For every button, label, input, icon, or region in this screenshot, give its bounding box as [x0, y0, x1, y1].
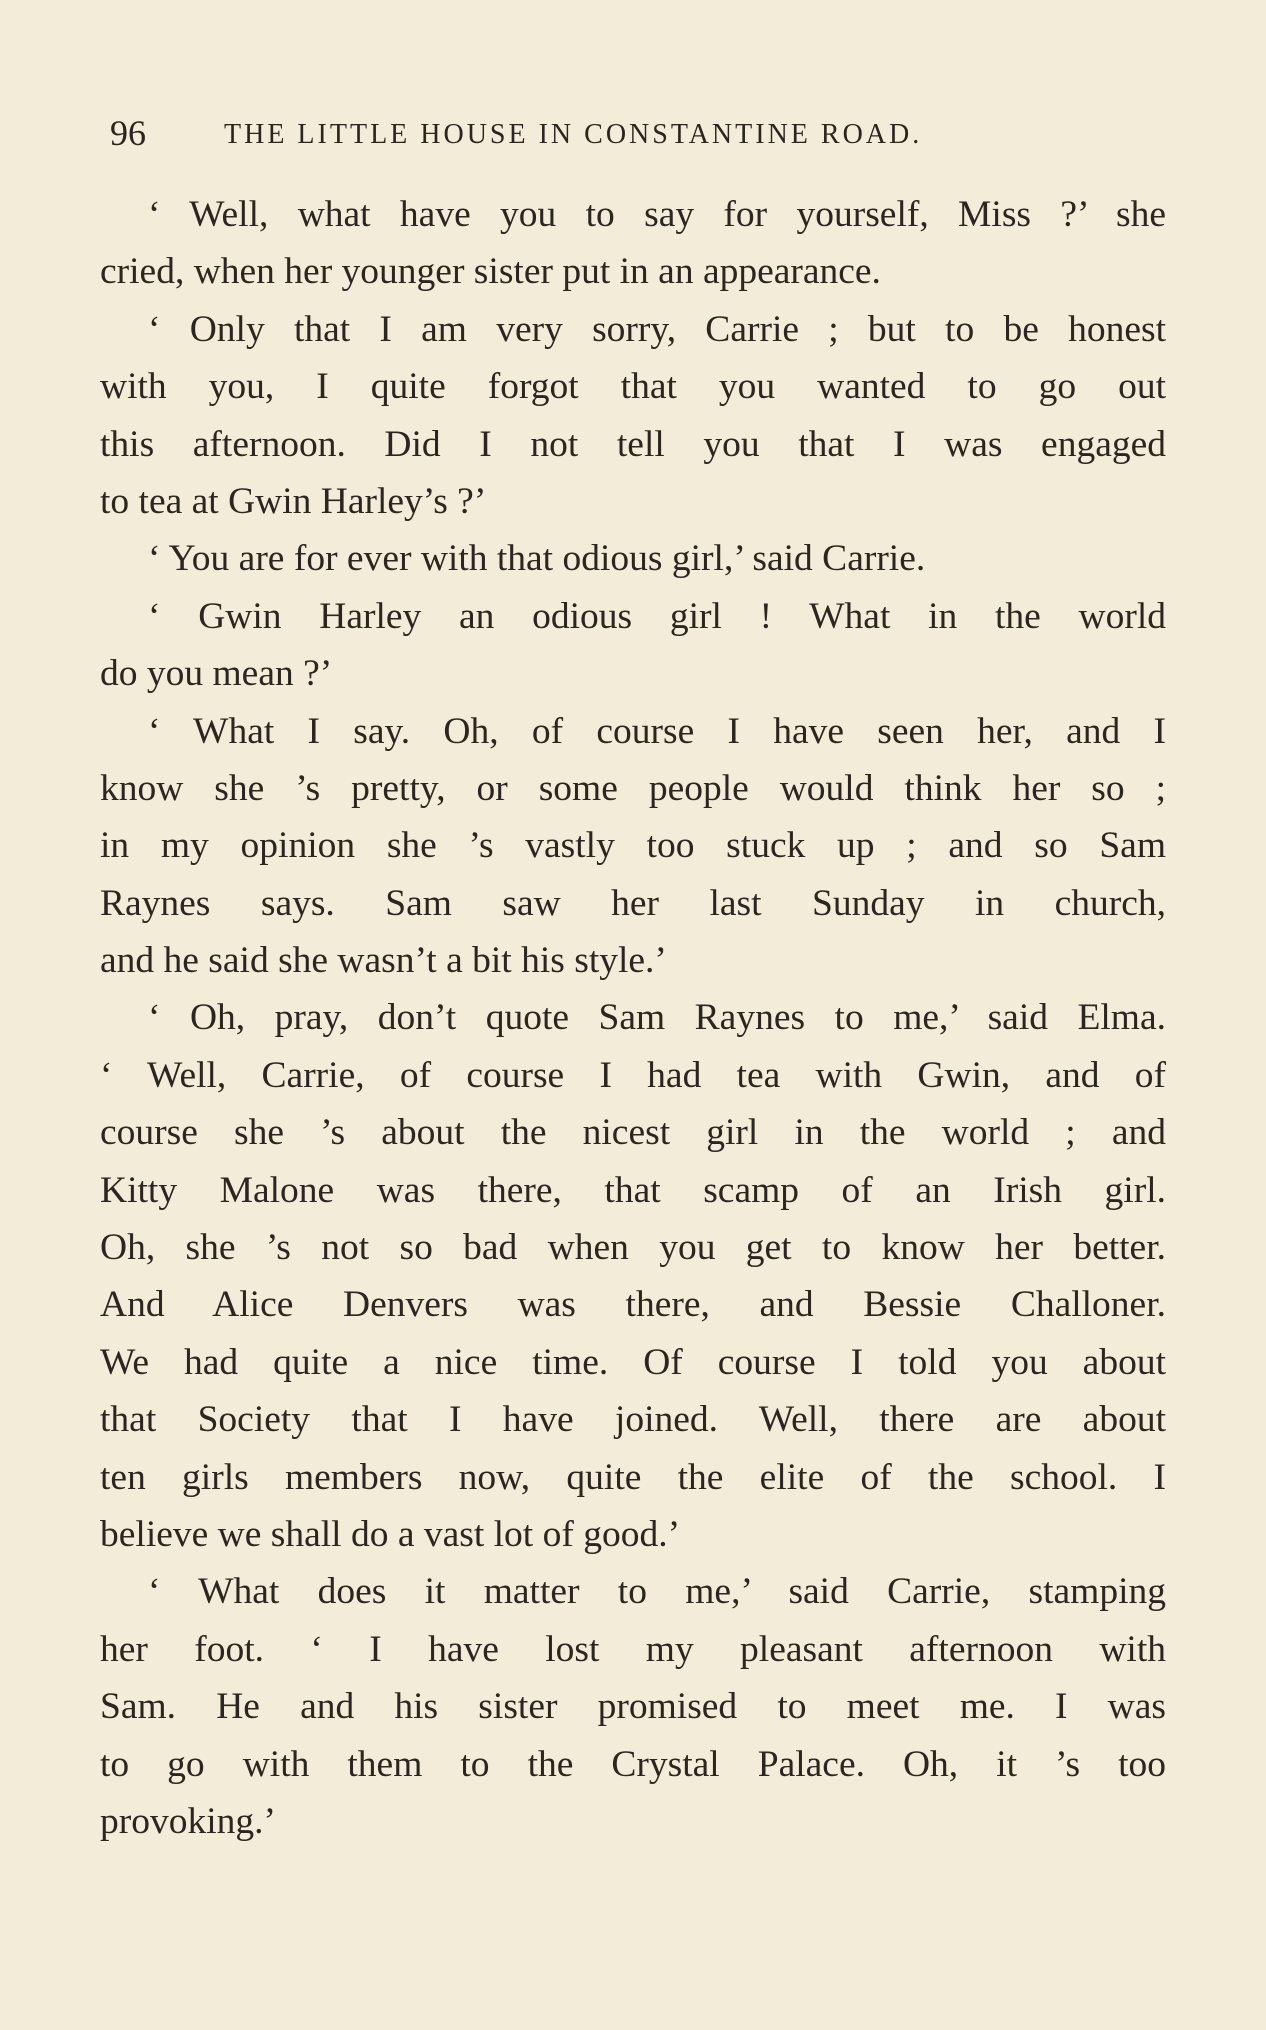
- page-number: 96: [110, 113, 146, 153]
- text-line: do you mean ?’: [100, 653, 333, 695]
- text-line: Raynes says. Sam saw her last Sunday in church,: [100, 882, 1166, 924]
- text-line: and he said she wasn’t a bit his style.’: [100, 940, 667, 982]
- text-line: ‘ What does it matter to me,’ said Carrie, stamping: [148, 1571, 1166, 1613]
- text-line: Kitty Malone was there, that scamp of an Irish girl.: [100, 1169, 1166, 1211]
- text-line: to go with them to the Crystal Palace. Oh, it ’s too: [100, 1743, 1166, 1785]
- text-line: Sam. He and his sister promised to meet me. I was: [100, 1686, 1166, 1728]
- running-title: THE LITTLE HOUSE IN CONSTANTINE ROAD.: [224, 119, 923, 150]
- text-line: believe we shall do a vast lot of good.’: [100, 1513, 681, 1555]
- text-line: cried, when her younger sister put in an appearance.: [100, 251, 881, 293]
- text-line: provoking.’: [100, 1800, 277, 1842]
- text-line: ‘ What I say. Oh, of course I have seen her, and I: [148, 710, 1166, 752]
- text-line: And Alice Denvers was there, and Bessie Challoner.: [100, 1284, 1166, 1326]
- text-line: ten girls members now, quite the elite of the school. I: [100, 1456, 1166, 1498]
- text-line: ‘ Well, what have you to say for yourself, Miss ?’ she: [148, 194, 1166, 235]
- page-header: [106, 108, 1166, 158]
- text-line: course she ’s about the nicest girl in the world ; and: [100, 1112, 1166, 1154]
- text-line: with you, I quite forgot that you wanted to go out: [100, 366, 1166, 408]
- text-line: in my opinion she ’s vastly too stuck up ; and so Sam: [100, 825, 1166, 867]
- body-text: [100, 186, 1166, 1850]
- text-line: ‘ Gwin Harley an odious girl ! What in the world: [148, 595, 1166, 637]
- text-line: to tea at Gwin Harley’s ?’: [100, 480, 487, 522]
- text-line: Oh, she ’s not so bad when you get to know her better.: [100, 1227, 1166, 1269]
- text-line: know she ’s pretty, or some people would think her so ;: [100, 767, 1166, 809]
- text-line: ‘ Only that I am very sorry, Carrie ; but to be honest: [148, 308, 1166, 350]
- text-line: ‘ You are for ever with that odious girl,’ said Carrie.: [148, 538, 926, 580]
- text-line: ‘ Well, Carrie, of course I had tea with Gwin, and of: [100, 1054, 1166, 1096]
- text-line: this afternoon. Did I not tell you that I was engaged: [100, 423, 1166, 465]
- text-line: that Society that I have joined. Well, there are about: [100, 1399, 1166, 1441]
- text-line: ‘ Oh, pray, don’t quote Sam Raynes to me,’ said Elma.: [148, 997, 1166, 1039]
- text-line: We had quite a nice time. Of course I told you about: [100, 1341, 1166, 1383]
- text-line: her foot. ‘ I have lost my pleasant afternoon with: [100, 1628, 1166, 1670]
